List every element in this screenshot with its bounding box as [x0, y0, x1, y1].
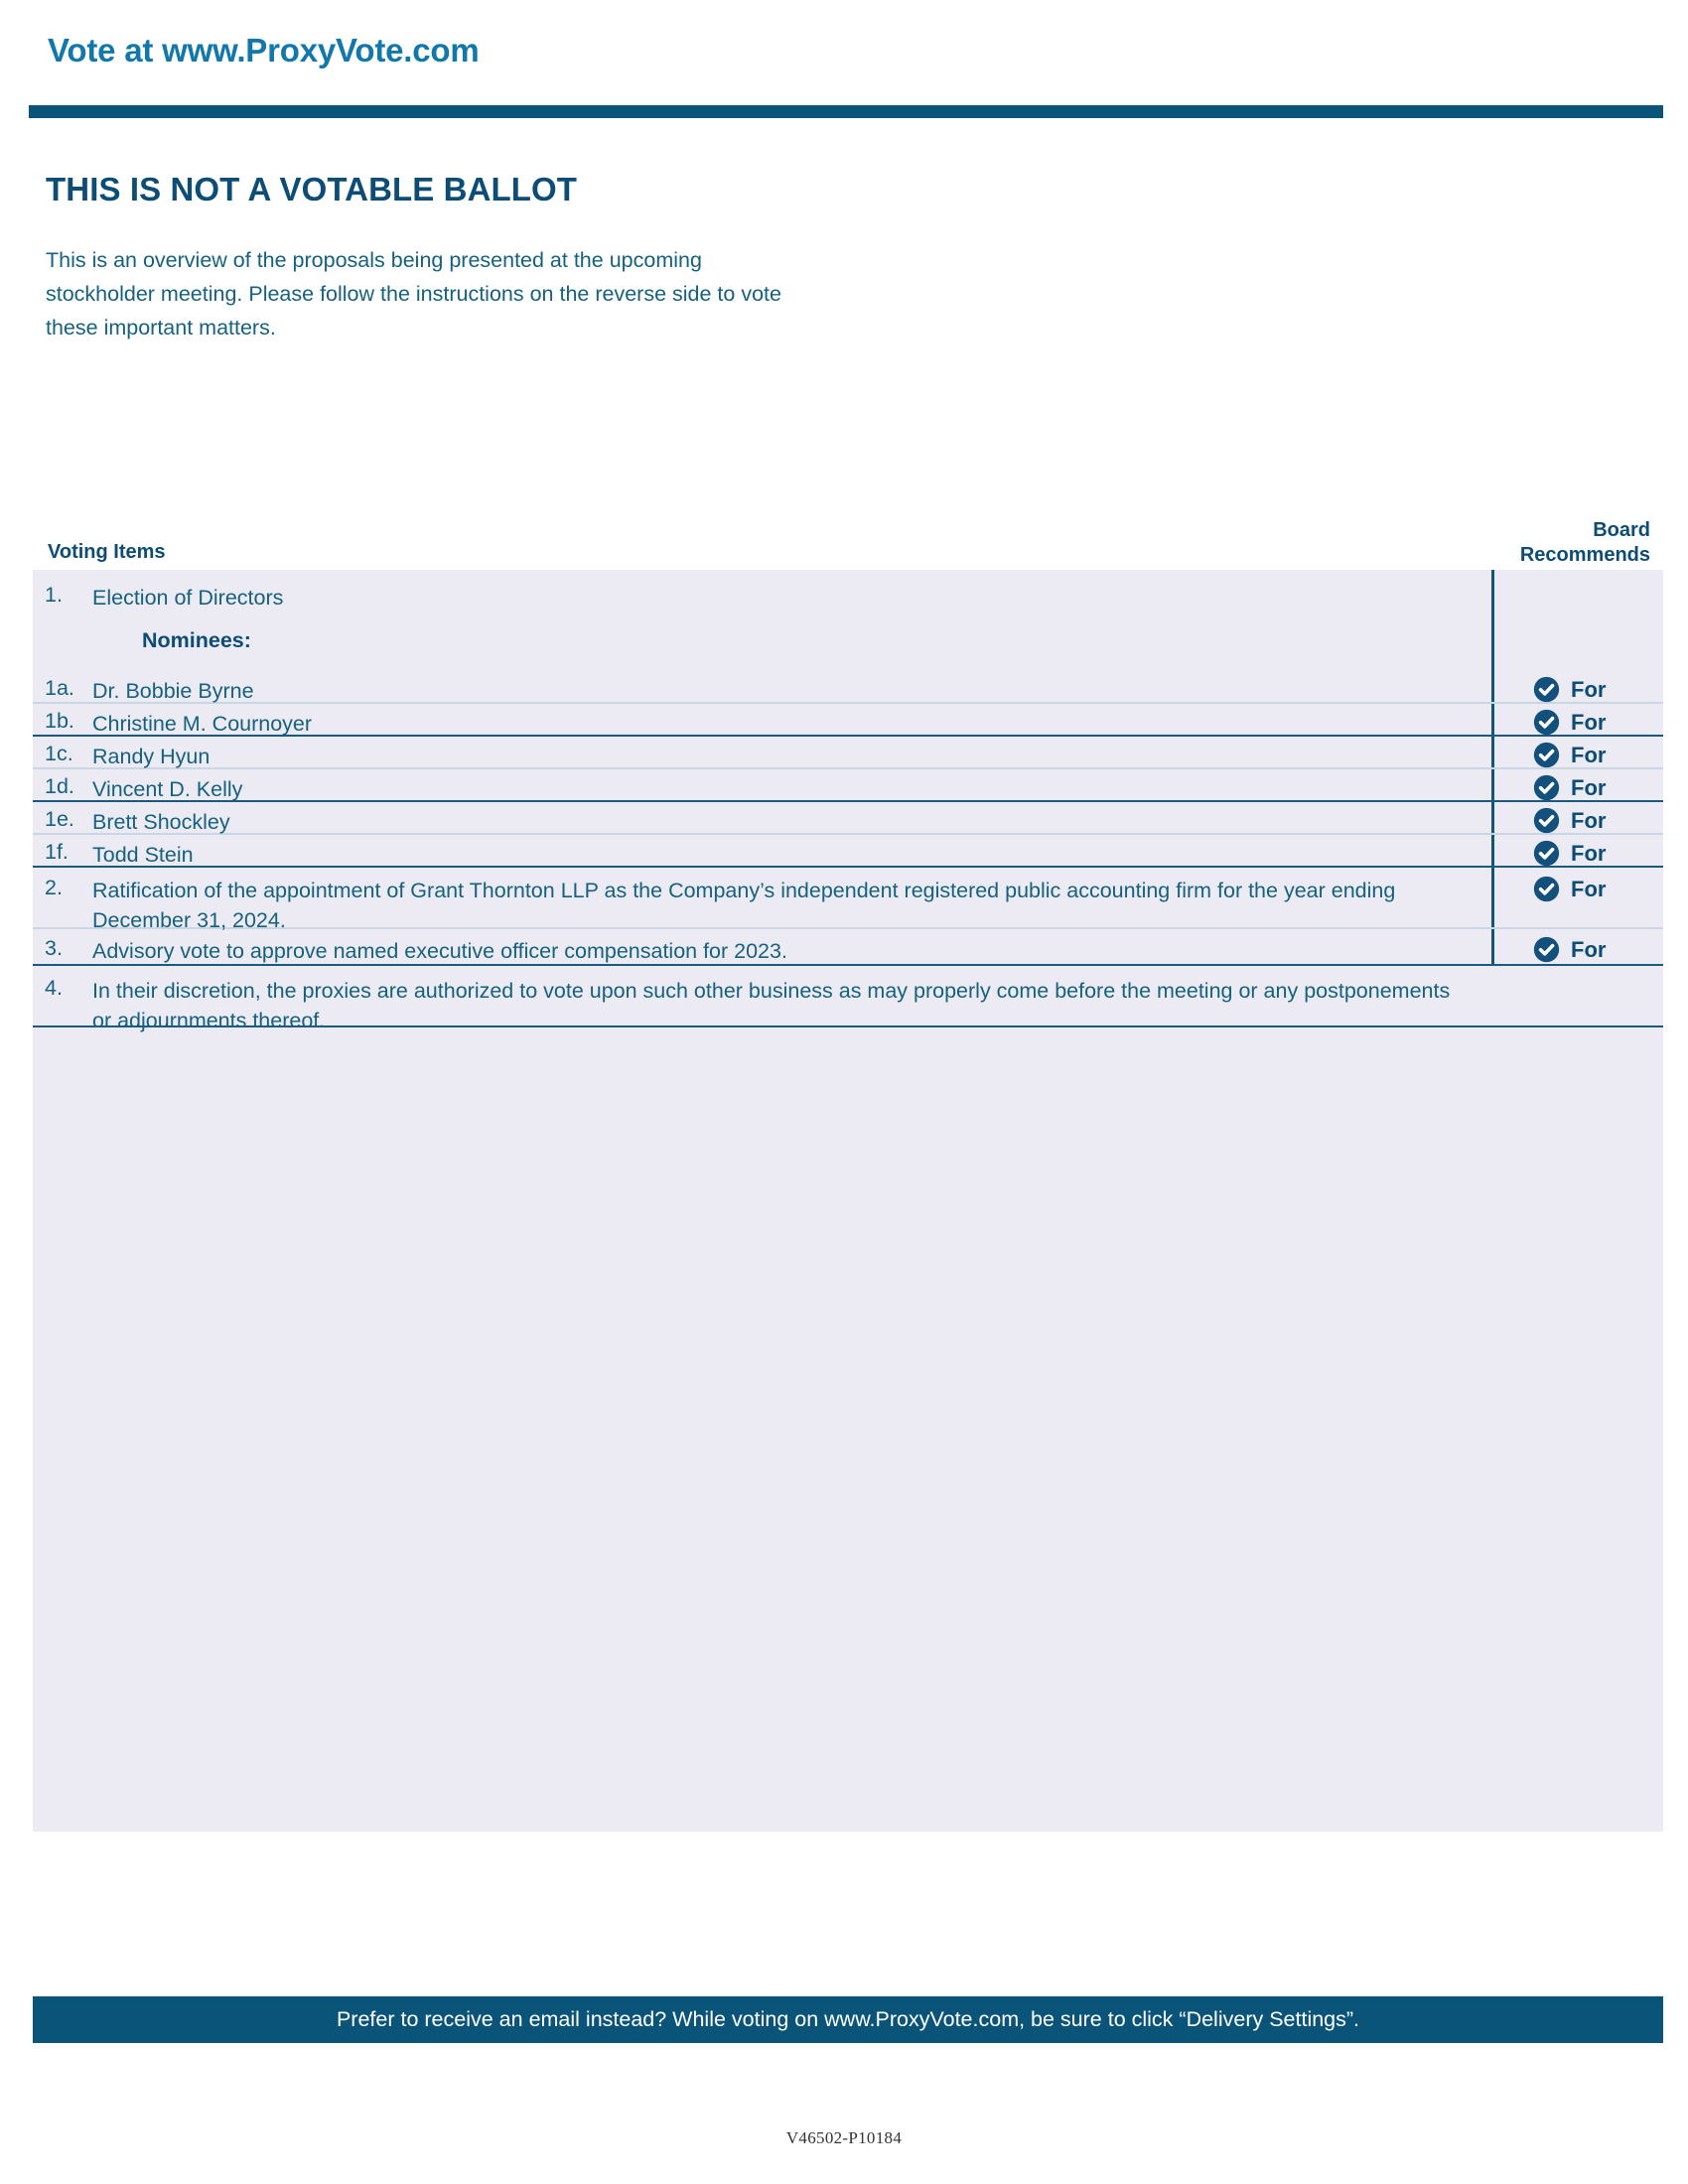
board-header-line2: Recommends: [1519, 544, 1650, 566]
board-recommendation-cell: [1491, 676, 1663, 703]
voting-table: [33, 508, 1663, 1832]
recommendation-label: For: [1571, 840, 1607, 866]
row-label: Nominees:: [142, 628, 251, 652]
table-row: [33, 802, 1663, 835]
board-recommendation-cell: [1491, 876, 1663, 902]
row-label: In their discretion, the proxies are authorized to vote upon such other business as may properly come before the meeting or any postponements or adjournments thereof.: [92, 979, 1451, 1032]
check-circle-icon: [1533, 709, 1560, 736]
recommendation-label: For: [1571, 742, 1607, 767]
board-recommendation-cell: [1491, 840, 1663, 867]
column-header-voting-items: Voting Items: [48, 541, 166, 563]
row-number: 1d.: [45, 774, 74, 798]
recommendation-label: For: [1571, 676, 1607, 702]
board-recommendation-cell: [1491, 742, 1663, 768]
row-label: Christine M. Cournoyer: [92, 712, 313, 736]
row-label: Election of Directors: [92, 586, 284, 610]
table-row: [33, 619, 1663, 671]
row-number: 4.: [45, 976, 63, 1000]
row-label: Dr. Bobbie Byrne: [92, 679, 254, 703]
recommendation-label: For: [1571, 876, 1607, 901]
row-number: 1f.: [45, 840, 69, 864]
row-number: 2.: [45, 876, 63, 899]
page-title: THIS IS NOT A VOTABLE BALLOT: [46, 171, 578, 207]
board-recommendation-cell: [1491, 936, 1663, 963]
table-row: [33, 929, 1663, 966]
row-number: 3.: [45, 936, 63, 960]
recommendation-label: For: [1571, 807, 1607, 833]
row-number: 1b.: [45, 709, 74, 733]
row-label: Ratification of the appointment of Grant Thornton LLP as the Company’s independent registered public accounting firm for the year ending December 31, 2024.: [92, 879, 1396, 932]
table-row: [33, 966, 1663, 1032]
check-circle-icon: [1533, 676, 1560, 703]
board-recommendation-cell: [1491, 774, 1663, 801]
recommendation-label: For: [1571, 709, 1607, 735]
document-control-number: V46502-P10184: [785, 2128, 903, 2147]
proxyvote-link[interactable]: Vote at www.ProxyVote.com: [48, 32, 480, 68]
row-label: Todd Stein: [92, 843, 194, 867]
delivery-settings-banner: [33, 1996, 1663, 2043]
check-circle-icon: [1533, 807, 1560, 834]
check-circle-icon: [1533, 774, 1560, 801]
row-label: Vincent D. Kelly: [92, 777, 243, 801]
table-row: [33, 769, 1663, 802]
board-header-line1: Board: [1593, 519, 1650, 541]
row-number: 1e.: [45, 807, 74, 831]
row-label: Brett Shockley: [92, 810, 230, 834]
table-row: [33, 704, 1663, 737]
table-row: [33, 570, 1663, 619]
table-row: [33, 671, 1663, 704]
table-row: [33, 835, 1663, 868]
check-circle-icon: [1533, 840, 1560, 867]
check-circle-icon: [1533, 742, 1560, 768]
check-circle-icon: [1533, 936, 1560, 963]
table-column-headers: [33, 508, 1663, 570]
delivery-settings-text: Prefer to receive an email instead? While voting on www.ProxyVote.com, be sure to click “Delivery Settings”.: [336, 2007, 1360, 2031]
board-recommendation-cell: [1491, 709, 1663, 736]
column-header-board-recommends: [1520, 518, 1650, 568]
voting-table-body: [33, 570, 1663, 1832]
row-number: 1c.: [45, 742, 73, 765]
row-label: Advisory vote to approve named executive officer compensation for 2023.: [92, 939, 787, 963]
intro-paragraph: This is an overview of the proposals being presented at the upcoming stockholder meeting. Please follow the instructions on the reverse side to vote these important matters.: [46, 248, 781, 340]
header-divider-bar: [29, 105, 1663, 118]
table-row: [33, 868, 1663, 932]
row-number: 1a.: [45, 676, 74, 700]
recommendation-label: For: [1571, 936, 1607, 962]
table-row: [33, 737, 1663, 769]
row-label: Randy Hyun: [92, 745, 211, 768]
recommendation-label: For: [1571, 774, 1607, 800]
board-recommendation-cell: [1491, 807, 1663, 834]
row-number: 1.: [45, 583, 63, 607]
check-circle-icon: [1533, 876, 1560, 902]
table-filler-row: [33, 1027, 1663, 1832]
